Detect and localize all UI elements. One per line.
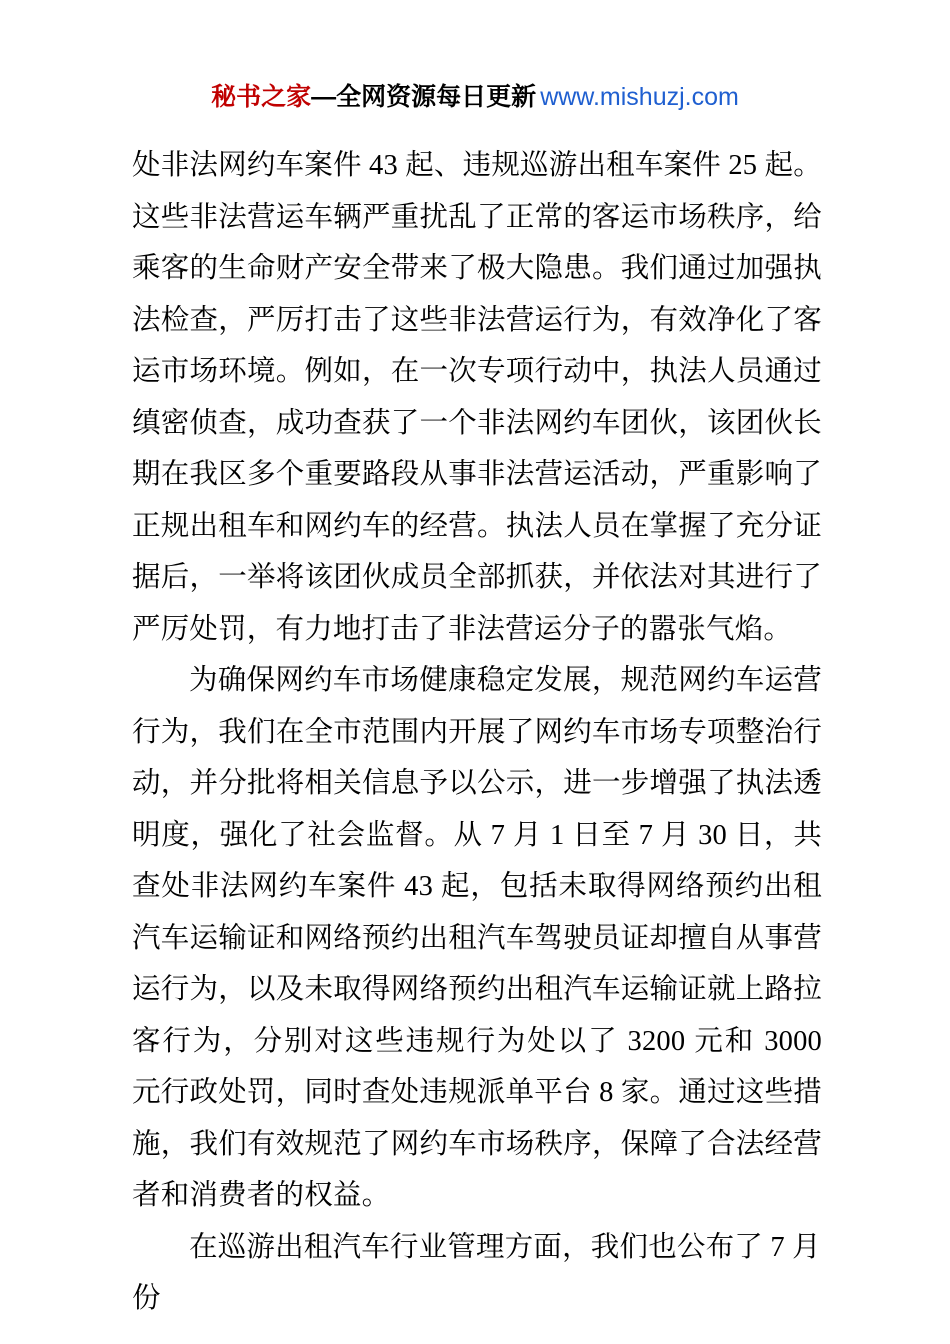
site-header [0,82,950,112]
site-brand: 秘书之家 [211,83,312,111]
paragraph-3: 在巡游出租汽车行业管理方面，我们也公布了 7 月份 [132,1231,821,1314]
site-tagline: —全网资源每日更新 [311,83,537,111]
document-body [132,140,822,1325]
paragraph-1: 处非法网约车案件 43 起、违规巡游出租车案件 25 起。这些非法营运车辆严重扰乱了正常的客运市场秩序，给乘客的生命财产安全带来了极大隐患。我们通过加强执法检查，严厉打击了这些非法营运行为，有效净化了客运市场环境。例如，在一次专项行动中，执法人员通过缜密侦查，成功查获了一个非法网约车团伙，该团伙长期在我区多个重要路段从事非法营运活动，严重影响了正规出租车和网约车的经营。执法人员在掌握了充分证据后，一举将该团伙成员全部抓获，并依法对其进行了严厉处罚，有力地打击了非法营运分子的嚣张气焰。 [132,150,822,645]
paragraph-2: 为确保网约车市场健康稳定发展，规范网约车运营行为，我们在全市范围内开展了网约车市场专项整治行动，并分批将相关信息予以公示，进一步增强了执法透明度，强化了社会监督。从 7 月 1 日至 7 月 30 日，共查处非法网约车案件 43 起，包括未取得网络预约出租汽车运输证和网络预约出租汽车驾驶员证却擅自从事营运行为，以及未取得网络预约出租汽车运输证就上路拉客行为，分别对这些违规行为处以了 3200 元和 3000 元行政处罚，同时查处违规派单平台 8 家。通过这些措施，我们有效规范了网约车市场秩序，保障了合法经营者和消费者的权益。 [132,665,822,1211]
site-url-link[interactable]: www.mishuzj.com [540,83,739,111]
